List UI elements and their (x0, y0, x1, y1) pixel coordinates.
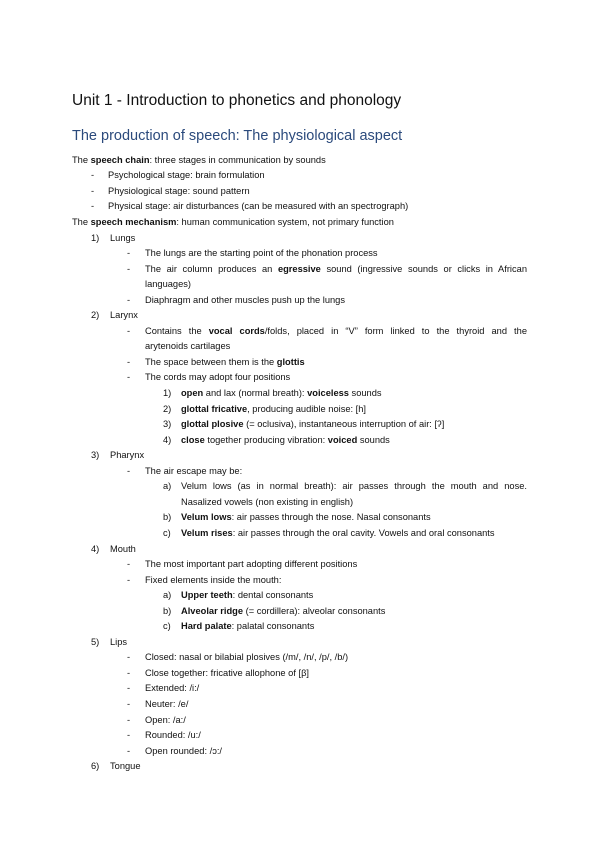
bullet-dash: - (127, 264, 131, 274)
lungs-item: The air column produces an egressive sound (ingressive sounds or clicks in African (145, 264, 527, 274)
lungs-label: Lungs (110, 233, 136, 243)
bullet-dash: - (127, 715, 131, 725)
cord-position: open and lax (normal breath): voiceless sounds (181, 388, 382, 398)
bullet-dash: - (127, 372, 131, 382)
section-heading: The production of speech: The physiological aspect (72, 128, 403, 144)
bullet-dash: - (127, 575, 131, 585)
list-number: 5) (91, 637, 100, 647)
speech-chain-line: The speech chain: three stages in communication by sounds (72, 155, 326, 165)
bullet-dash: - (127, 668, 131, 678)
lips-item: Close together: fricative allophone of [β] (145, 668, 310, 678)
pharynx-item: The air escape may be: (145, 466, 243, 476)
lips-item: Closed: nasal or bilabial plosives (/m/, /n/, /p/, /b/) (145, 652, 349, 662)
list-number: 3) (91, 450, 100, 460)
bullet-dash: - (91, 170, 95, 180)
velum-option: Velum lows (as in normal breath): air passes through the mouth and nose. (181, 481, 527, 491)
bullet-dash: - (127, 683, 131, 693)
bullet-dash: - (127, 699, 131, 709)
page-title: Unit 1 - Introduction to phonetics and phonology (72, 92, 402, 109)
speech-mechanism-line: The speech mechanism: human communication system, not primary function (72, 217, 394, 227)
bullet-dash: - (127, 730, 131, 740)
mouth-element: Upper teeth: dental consonants (181, 590, 314, 600)
tongue-label: Tongue (110, 761, 141, 771)
cord-position: close together producing vibration: voiced sounds (181, 435, 390, 445)
list-number: 4) (163, 435, 172, 445)
list-letter: a) (163, 590, 172, 600)
pharynx-label: Pharynx (110, 450, 145, 460)
velum-option: Velum rises: air passes through the oral cavity. Vowels and oral consonants (181, 528, 495, 538)
lips-item: Open: /a:/ (145, 715, 186, 725)
list-number: 3) (163, 419, 172, 429)
velum-option-cont: Nasalized vowels (non existing in english) (181, 497, 354, 507)
larynx-item-cont: arytenoids cartilages (145, 341, 231, 351)
larynx-item: Contains the vocal cords/folds, placed in “V” form linked to the thyroid and the (145, 326, 527, 336)
larynx-item: The cords may adopt four positions (145, 372, 291, 382)
cord-position: glottal fricative, producing audible noise: [h] (181, 404, 367, 414)
list-number: 2) (163, 404, 172, 414)
list-number: 4) (91, 544, 100, 554)
list-number: 6) (91, 761, 100, 771)
velum-option: Velum lows: air passes through the nose. Nasal consonants (181, 512, 431, 522)
chain-item: Physical stage: air disturbances (can be measured with an spectrograph) (108, 201, 409, 211)
bullet-dash: - (127, 295, 131, 305)
list-letter: b) (163, 606, 172, 616)
list-number: 2) (91, 310, 100, 320)
list-letter: b) (163, 512, 172, 522)
list-letter: a) (163, 481, 172, 491)
bullet-dash: - (127, 559, 131, 569)
list-letter: c) (163, 621, 171, 631)
bullet-dash: - (127, 652, 131, 662)
bullet-dash: - (91, 186, 95, 196)
lungs-item: Diaphragm and other muscles push up the lungs (145, 295, 346, 305)
larynx-item: The space between them is the glottis (145, 357, 305, 367)
chain-item: Psychological stage: brain formulation (108, 170, 265, 180)
lips-item: Open rounded: /ɔ:/ (145, 746, 223, 756)
lungs-item: The lungs are the starting point of the phonation process (145, 248, 378, 258)
lips-label: Lips (110, 637, 128, 647)
bullet-dash: - (127, 746, 131, 756)
bullet-dash: - (127, 326, 131, 336)
lips-item: Rounded: /u:/ (145, 730, 201, 740)
list-number: 1) (91, 233, 100, 243)
chain-item: Physiological stage: sound pattern (108, 186, 250, 196)
larynx-label: Larynx (110, 310, 138, 320)
mouth-item: Fixed elements inside the mouth: (145, 575, 282, 585)
list-number: 1) (163, 388, 172, 398)
mouth-element: Hard palate: palatal consonants (181, 621, 315, 631)
bullet-dash: - (127, 466, 131, 476)
lips-item: Extended: /i:/ (145, 683, 200, 693)
lips-item: Neuter: /e/ (145, 699, 189, 709)
lungs-item-cont: languages) (145, 279, 192, 289)
list-letter: c) (163, 528, 171, 538)
bullet-dash: - (127, 248, 131, 258)
mouth-item: The most important part adopting different positions (145, 559, 358, 569)
mouth-label: Mouth (110, 544, 136, 554)
bullet-dash: - (91, 201, 95, 211)
bullet-dash: - (127, 357, 131, 367)
cord-position: glottal plosive (= oclusiva), instantaneous interruption of air: [ʔ] (181, 419, 445, 429)
mouth-element: Alveolar ridge (= cordillera): alveolar consonants (181, 606, 386, 616)
